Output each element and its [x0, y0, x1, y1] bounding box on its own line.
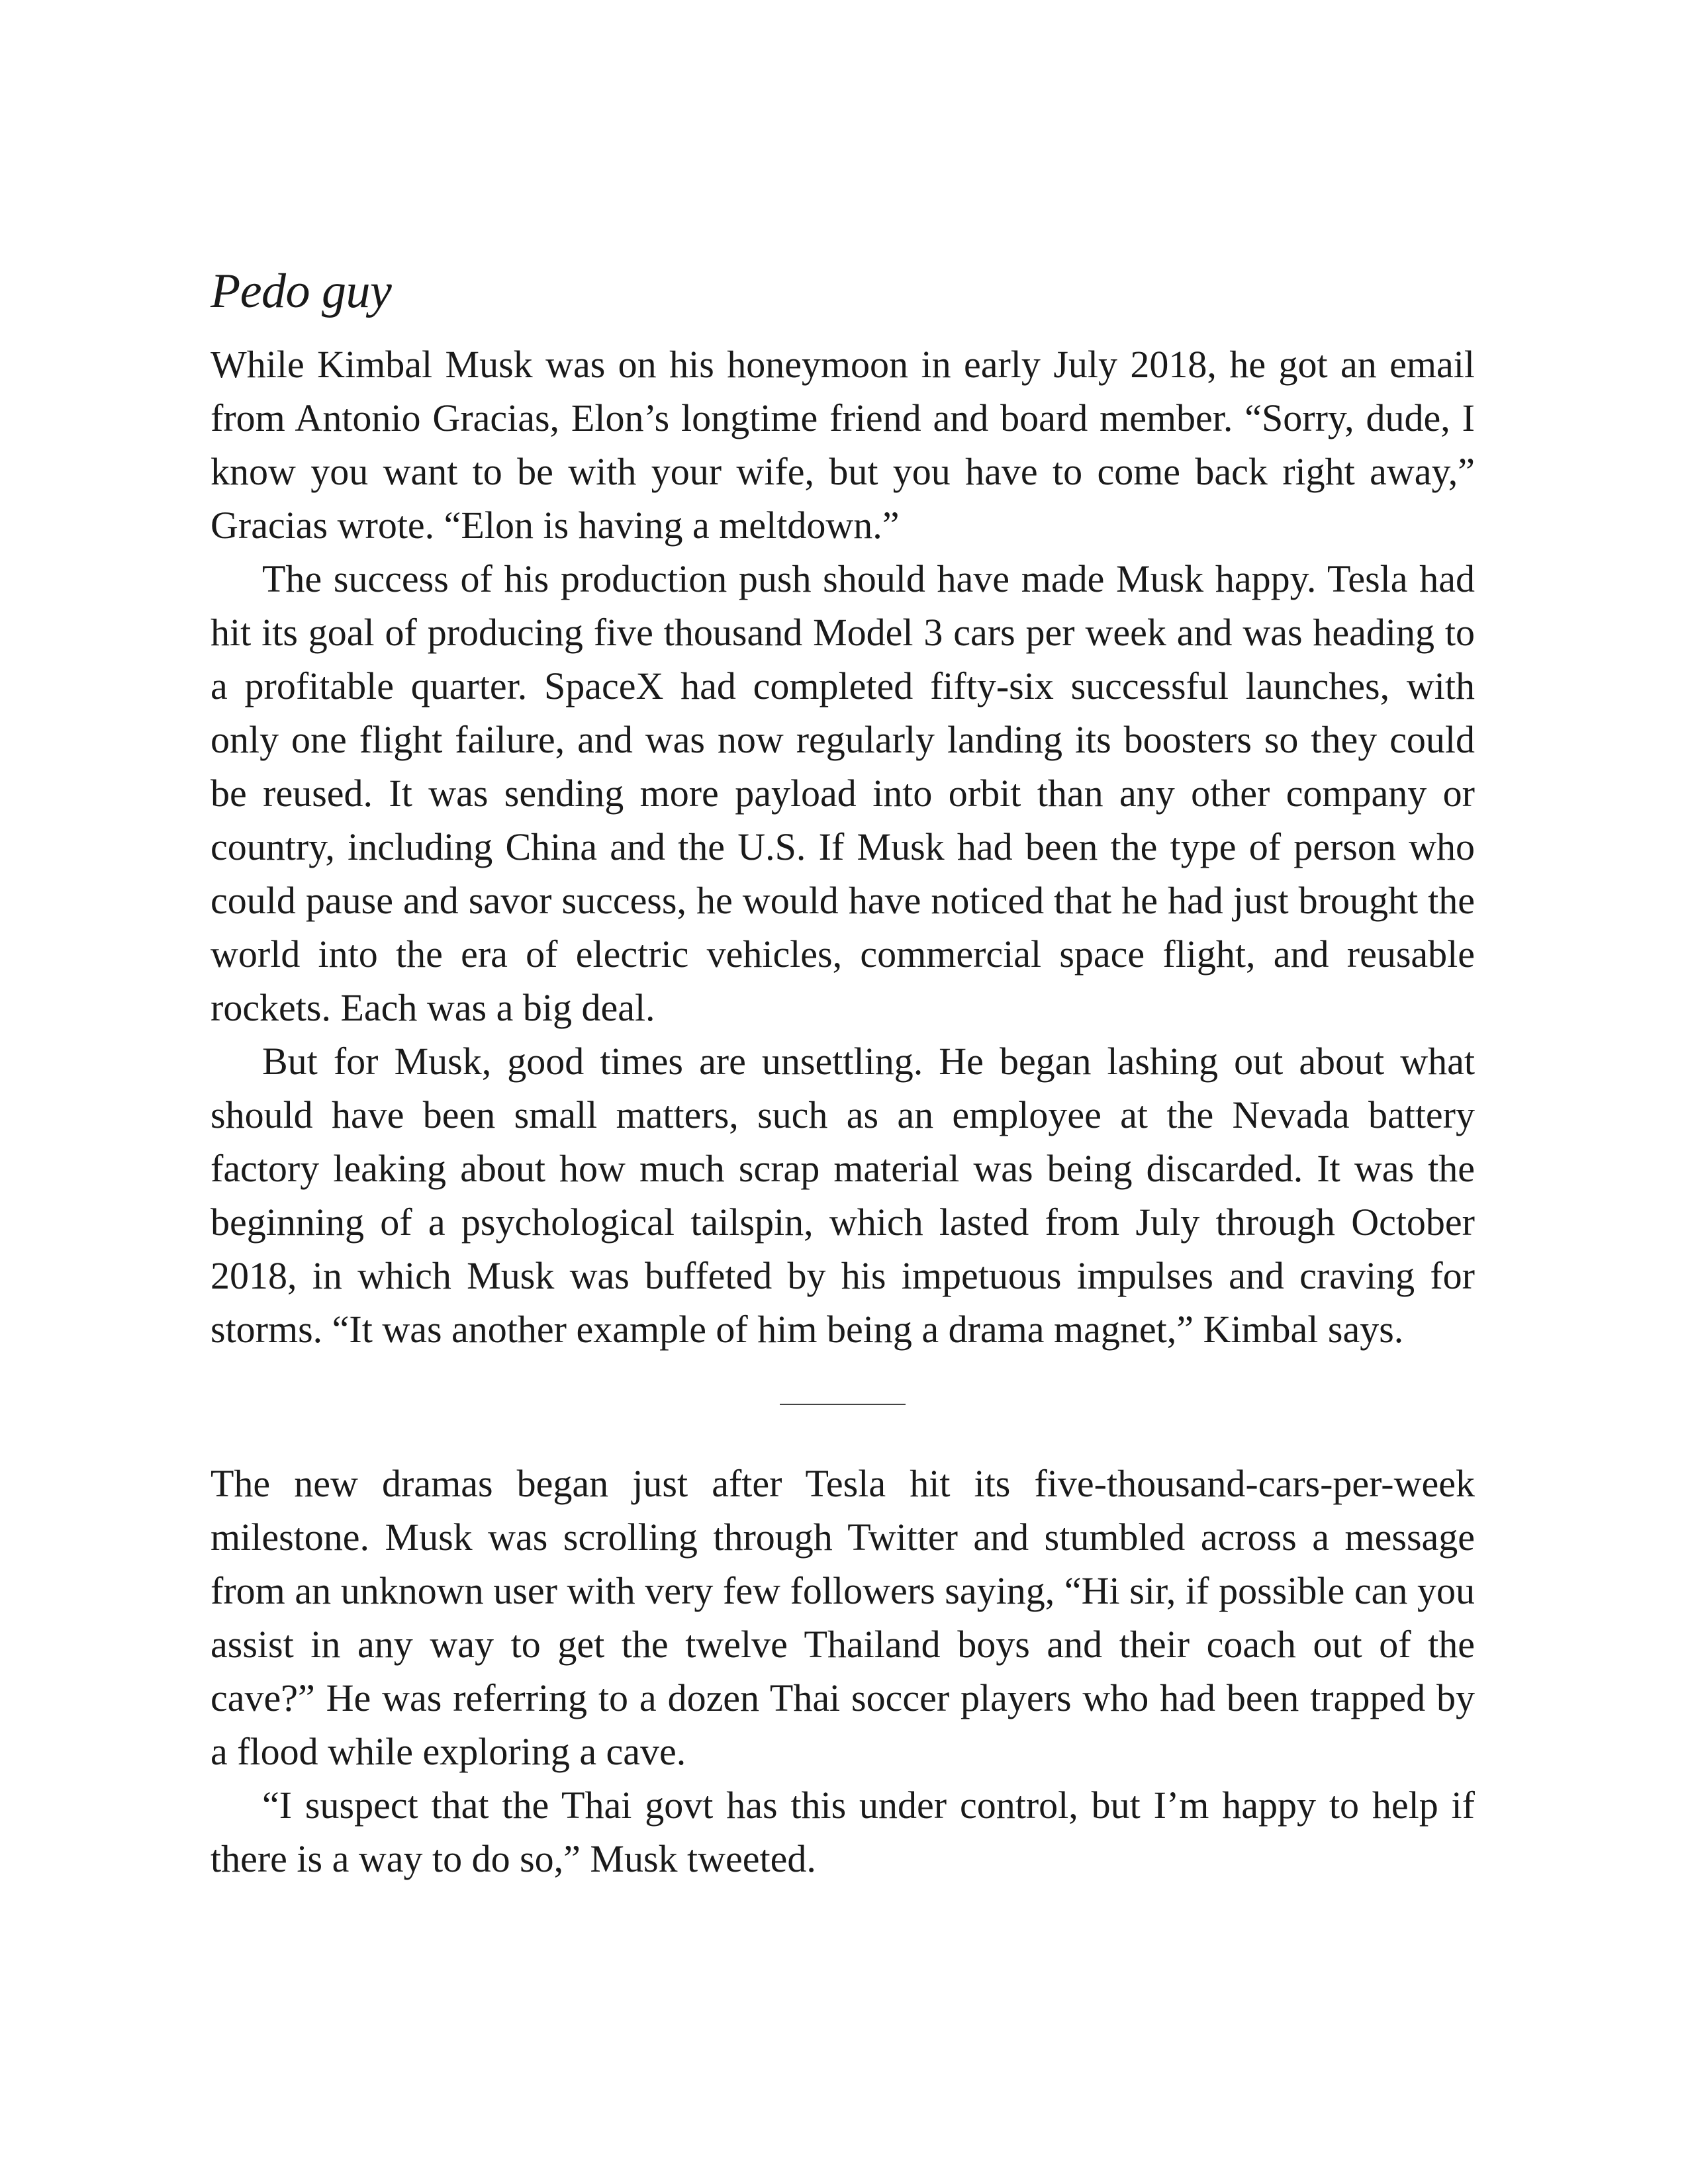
- paragraph-5: “I suspect that the Thai govt has this under control, but I’m happy to help if there is a way to do so,” Musk tweeted.: [211, 1784, 1475, 1880]
- paragraph-4: The new dramas began just after Tesla hit its five-thousand-cars-per-week milestone. Musk was scrolling through Twitter and stumbled across a message from an unknown user with very few followers saying, “Hi sir, if possible can you assist in any way to get the twelve Thailand boys and their coach out of the cave?” He was referring to a dozen Thai soccer players who had been trapped by a flood while exploring a cave.: [211, 1462, 1475, 1773]
- paragraph-1: While Kimbal Musk was on his honeymoon in early July 2018, he got an email from Antonio Gracias, Elon’s longtime friend and board member. “Sorry, dude, I know you want to be with your wife, but you have to come back right away,” Gracias wrote. “Elon is having a meltdown.”: [211, 343, 1475, 547]
- paragraph-2: The success of his production push should have made Musk happy. Tesla had hit its goal of producing five thousand Model 3 cars per week and was heading to a profitable quarter. SpaceX had completed fifty-six successful launches, with only one flight failure, and was now regularly landing its boosters so they could be reused. It was sending more payload into orbit than any other company or country, including China and the U.S. If Musk had been the type of person who could pause and savor success, he would have noticed that he had just brought the world into the era of electric vehicles, commercial space flight, and reusable rockets. Each was a big deal.: [211, 557, 1475, 1029]
- section-break-divider: [780, 1404, 906, 1405]
- section-title: Pedo guy: [211, 264, 392, 318]
- book-page: [211, 265, 1475, 1886]
- paragraph-3: But for Musk, good times are unsettling. He began lashing out about what should have been small matters, such as an employee at the Nevada battery factory leaking about how much scrap material was being discarded. It was the beginning of a psychological tailspin, which lasted from July through October 2018, in which Musk was buffeted by his impetuous impulses and craving for storms. “It was another example of him being a drama magnet,” Kimbal says.: [211, 1040, 1475, 1351]
